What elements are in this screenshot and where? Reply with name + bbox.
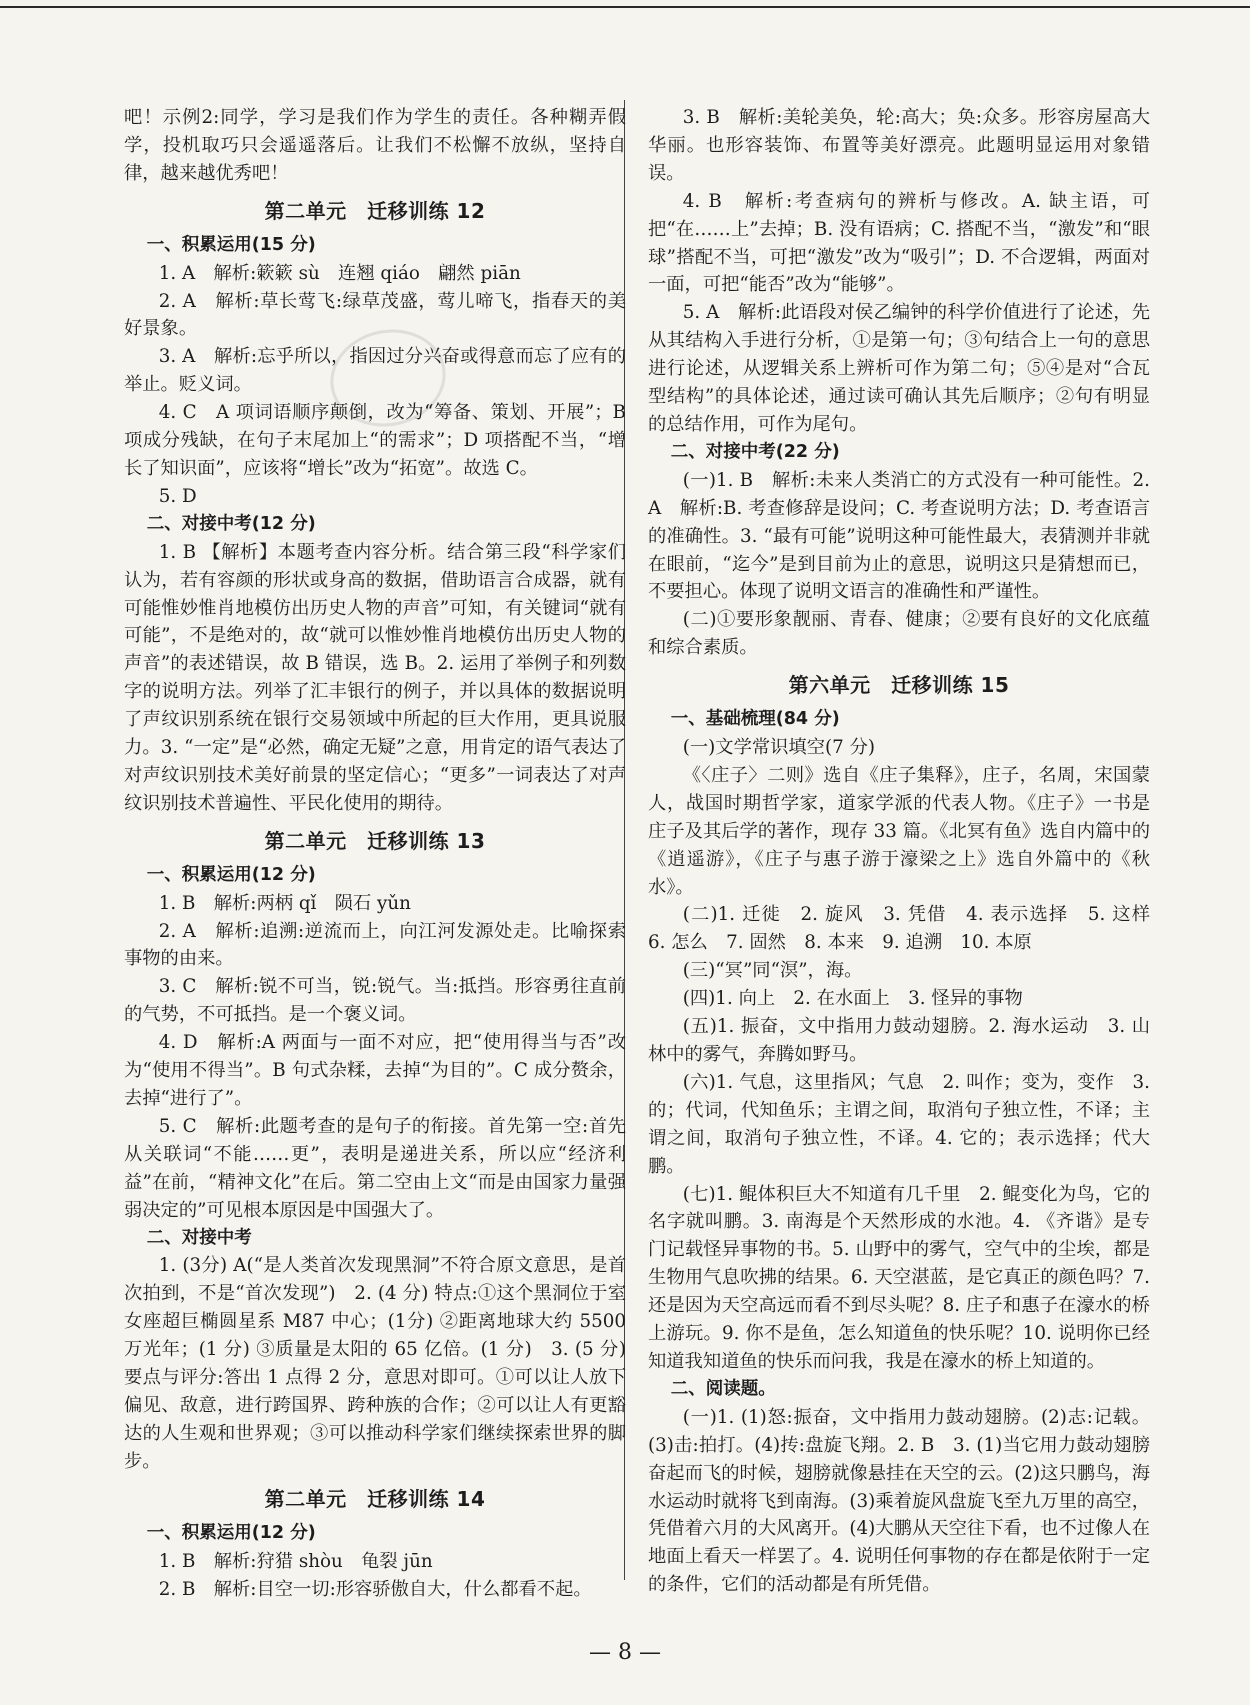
answer-item: 2. A 解析:追溯:逆流而上，向江河发源处走。比喻探索事物的由来。	[124, 920, 626, 970]
answer-item: 1. B 【解析】本题考查内容分析。结合第三段“科学家们认为，若有容颜的形状或身高的数据，借助语言合成器，就有可能惟妙惟肖地模仿出历史人物的声音”可知，有关键词“就有可能”，不是绝对的，故“就可以惟妙惟肖地模仿出历史人物的声音”的表述错误，故 B 错误，选 B。2. 运用了举例子和列数字的说明方法。列举了汇丰银行的例子，并以具体的数据说明了声纹识别系统在银行交易领域中所起的巨大作用，更具说服力。3. “一定”是“必然，确定无疑”之意，用肯定的语气表达了对声纹识别技术美好前景的坚定信心；“更多”一词表达了对声纹识别技术普遍性、平民化使用的期待。	[124, 541, 626, 814]
subsection-heading: 二、对接中考(22 分)	[670, 441, 840, 462]
right-column	[648, 104, 1169, 1599]
section-title-u12: 第二单元 迁移训练 12	[264, 198, 486, 223]
answer-item: 1. (3分) A(“是人类首次发现黑洞”不符合原文意思，是首次拍到，不是“首次发现”) 2. (4 分) 特点:①这个黑洞位于室女座超巨椭圆星系 M87 中心；(1分) ②距离地球大约 5500 万光年；(1 分) ③质量是太阳的 65 亿倍。(1 分) 3. (5 分) 要点与评分:答出 1 点得 2 分，意思对即可。①可以让人放下偏见、敌意，进行跨国界、跨种族的合作；②可以让人有更豁达的人生观和世界观；③可以推动科学家们继续探索世界的脚步。	[124, 1255, 626, 1472]
subsection-heading: 一、基础梳理(84 分)	[670, 709, 840, 730]
subsection-heading: 一、积累运用(15 分)	[146, 234, 316, 255]
subsection-heading: 二、对接中考	[146, 1227, 252, 1248]
answer-item: 2. A 解析:草长莺飞:绿草茂盛，莺儿啼飞，指春天的美好景象。	[124, 290, 626, 340]
answer-item: (一)1. (1)怒:振奋，文中指用力鼓动翅膀。(2)志:记载。(3)击:拍打。(4)抟:盘旋飞翔。2. B 3. (1)当它用力鼓动翅膀奋起而飞的时候，翅膀就像悬挂在天空的云。(2)这只鹏鸟，海水运动时就将飞到南海。(3)乘着旋风盘旋飞至九万里的高空，凭借着六月的大风离开。(4)大鹏从天空往下看，也不过像人在地面上看天一样罢了。4. 说明任何事物的存在都是依附于一定的条件，它们的活动都是有所凭借。	[648, 1406, 1150, 1596]
answer-item: (一)1. B 解析:未来人类消亡的方式没有一种可能性。2. A 解析:B. 考查修辞是设问；C. 考查说明方法；D. 考查语言的准确性。3. “最有可能”说明这种可能性最大，表猜测并非就在眼前，“迄今”是到目前为止的意思，说明这只是猜想而已，不要担心。体现了说明文语言的准确性和严谨性。	[648, 469, 1150, 603]
answer-item: 5. D	[158, 485, 197, 507]
intro-text: 吧！示例2:同学，学习是我们作为学生的责任。各种糊弄假学，投机取巧只会遥遥落后。让我们不松懈不放纵，坚持自律，越来越优秀吧！	[124, 107, 626, 184]
answer-item: 3. A 解析:忘乎所以，指因过分兴奋或得意而忘了应有的举止。贬义词。	[124, 346, 626, 396]
answer-item: (六)1. 气息，这里指风；气息 2. 叫作；变为，变作 3. 的；代词，代知鱼乐；主谓之间，取消句子独立性，不译；主谓之间，取消句子独立性，不译。4. 它的；表示选择；代大鹏。	[648, 1071, 1150, 1177]
subsection-heading: 一、积累运用(12 分)	[146, 864, 316, 885]
answer-item: 5. C 解析:此题考查的是句子的衔接。首先第一空:首先从关联词“不能……更”，表明是递进关系，所以应“经济利益”在前，“精神文化”在后。第二空由上文“而是由国家力量强弱决定的”可见根本原因是中国强大了。	[124, 1115, 626, 1221]
answer-item: 2. B 解析:目空一切:形容骄傲自大，什么都看不起。	[158, 1578, 592, 1600]
answer-item: (二)①要形象靓丽、青春、健康；②要有良好的文化底蕴和综合素质。	[648, 609, 1150, 659]
subsection-heading: 二、阅读题。	[670, 1378, 776, 1399]
answer-item: 4. C A 项词语顺序颠倒，改为“筹备、策划、开展”；B 项成分残缺，在句子末尾加上“的需求”；D 项搭配不当，“增长了知识面”，应该将“增长”改为“拓宽”。故选 C。	[124, 402, 626, 479]
section-title-u15: 第六单元 迁移训练 15	[788, 673, 1010, 698]
answer-item: 《〈庄子〉二则》选自《庄子集释》，庄子，名周，宋国蒙人，战国时期哲学家，道家学派的代表人物。《庄子》一书是庄子及其后学的著作，现存 33 篇。《北冥有鱼》选自内篇中的《逍遥游》，《庄子与惠子游于濠梁之上》选自外篇中的《秋水》。	[648, 764, 1150, 898]
section-title-u13: 第二单元 迁移训练 13	[264, 828, 486, 853]
answer-item: (七)1. 鲲体积巨大不知道有几千里 2. 鲲变化为鸟，它的名字就叫鹏。3. 南海是个天然形成的水池。4. 《齐谐》是专门记载怪异事物的书。5. 山野中的雾气，空气中的尘埃，都是生物用气息吹拂的结果。6. 天空湛蓝，是它真正的颜色吗？7. 还是因为天空高远而看不到尽头呢？8. 庄子和惠子在濠水的桥上游玩。9. 你不是鱼，怎么知道鱼的快乐呢？10. 说明你已经知道我知道鱼的快乐而问我，我是在濠水的桥上知道的。	[648, 1183, 1150, 1372]
answer-item: 1. B 解析:两柄 qǐ 陨石 yǔn	[158, 892, 411, 914]
page-number: — 8 —	[589, 1640, 661, 1665]
answer-item: (二)1. 迁徙 2. 旋风 3. 凭借 4. 表示选择 5. 这样 6. 怎么 7. 固然 8. 本来 9. 追溯 10. 本原	[648, 904, 1169, 954]
top-rule	[0, 6, 1250, 8]
answer-item: (一)文学常识填空(7 分)	[682, 737, 875, 759]
answer-item: 3. C 解析:锐不可当，锐:锐气。当:抵挡。形容勇往直前的气势，不可抵挡。是一个褒义词。	[124, 976, 626, 1026]
subsection-heading: 一、积累运用(12 分)	[146, 1522, 316, 1543]
answer-item: (三)“冥”同“溟”，海。	[682, 960, 863, 982]
answer-item: 3. B 解析:美轮美奂，轮:高大；奂:众多。形容房屋高大华丽。也形容装饰、布置等美好漂亮。此题明显运用对象错误。	[648, 107, 1150, 184]
left-column	[124, 104, 626, 1603]
answer-item: 5. A 解析:此语段对侯乙编钟的科学价值进行了论述，先从其结构入手进行分析，①是第一句；③句结合上一句的意思进行论述，从逻辑关系上辨析可作为第二句；⑤④是对“合瓦型结构”的具体论述，通过读可确认其先后顺序；②句有明显的总结作用，可作为尾句。	[648, 302, 1150, 435]
answer-item: (四)1. 向上 2. 在水面上 3. 怪异的事物	[682, 988, 1023, 1010]
subsection-heading: 二、对接中考(12 分)	[146, 513, 316, 534]
answer-item: 1. A 解析:簌簌 sù 连翘 qiáo 翩然 piān	[158, 262, 521, 284]
answer-item: 4. B 解析:考查病句的辨析与修改。A. 缺主语，可把“在……上”去掉；B. 没有语病；C. 搭配不当，“激发”和“眼球”搭配不当，可把“激发”改为“吸引”；D. 不合逻辑，两面对一面，可把“能否”改为“能够”。	[648, 190, 1150, 296]
answer-item: 1. B 解析:狩猎 shòu 龟裂 jūn	[158, 1550, 433, 1572]
answer-item: (五)1. 振奋，文中指用力鼓动翅膀。2. 海水运动 3. 山林中的雾气，奔腾如野马。	[648, 1016, 1150, 1065]
answer-item: 4. D 解析:A 两面与一面不对应，把“使用得当与否”改为“使用不得当”。B 句式杂糅，去掉“为目的”。C 成分赘余，去掉“进行了”。	[124, 1032, 626, 1109]
section-title-u14: 第二单元 迁移训练 14	[264, 1486, 486, 1511]
